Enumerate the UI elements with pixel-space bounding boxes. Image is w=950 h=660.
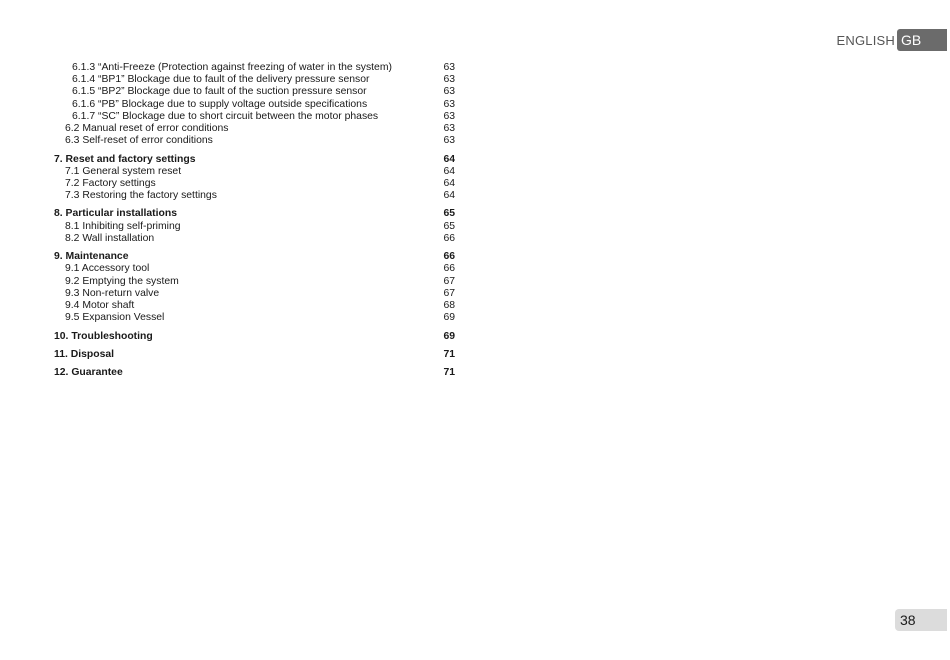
toc-chapter-entry[interactable]	[0, 367, 460, 379]
toc-section-entry[interactable]	[0, 123, 460, 135]
toc-entry-page: 66	[443, 263, 455, 275]
toc-entry-page: 64	[443, 153, 455, 165]
toc-chapter-entry[interactable]	[0, 208, 460, 220]
toc-entry-title: 12. Guarantee	[54, 367, 123, 379]
toc-entry-title: 7. Reset and factory settings	[54, 153, 196, 165]
language-indicator	[837, 29, 947, 51]
language-label: ENGLISH	[836, 33, 895, 48]
toc-entry-page: 66	[443, 232, 455, 244]
toc-entry-title: 9.5 Expansion Vessel	[65, 312, 165, 324]
toc-entry-page: 63	[443, 62, 455, 73]
language-code-tab: GB	[897, 29, 947, 51]
toc-entry-title: 11. Disposal	[54, 348, 115, 360]
table-of-contents	[0, 62, 460, 379]
toc-section-entry[interactable]	[0, 288, 460, 300]
toc-section-entry[interactable]	[0, 86, 460, 98]
toc-entry-title: 9.4 Motor shaft	[65, 299, 135, 311]
toc-entry-page: 67	[443, 275, 455, 287]
toc-entry-page: 63	[443, 110, 455, 122]
toc-entry-page: 67	[443, 287, 455, 299]
toc-entry-title: 6.3 Self-reset of error conditions	[65, 135, 213, 147]
toc-entry-page: 69	[443, 330, 455, 342]
toc-section-entry[interactable]	[0, 276, 460, 288]
toc-section-entry[interactable]	[0, 135, 460, 147]
toc-entry-title: 6.1.6 “PB” Blockage due to supply voltage outside specifications	[72, 98, 368, 110]
toc-section-entry[interactable]	[0, 263, 460, 275]
toc-section-entry[interactable]	[0, 300, 460, 312]
toc-entry-title: 8. Particular installations	[54, 208, 177, 220]
toc-entry-page: 71	[443, 348, 455, 360]
toc-entry-page: 71	[443, 367, 455, 379]
toc-entry-title: 9.1 Accessory tool	[65, 263, 150, 275]
toc-section-entry[interactable]	[0, 221, 460, 233]
toc-chapter-entry[interactable]	[0, 331, 460, 343]
toc-entry-title: 9.2 Emptying the system	[65, 275, 179, 287]
toc-section-entry[interactable]	[0, 74, 460, 86]
toc-entry-title: 7.2 Factory settings	[65, 177, 156, 189]
toc-section-entry[interactable]	[0, 178, 460, 190]
toc-entry-page: 65	[443, 220, 455, 232]
toc-entry-page: 63	[443, 74, 455, 86]
toc-entry-page: 65	[443, 208, 455, 220]
toc-entry-title: 7.1 General system reset	[65, 165, 182, 177]
toc-entry-page: 64	[443, 190, 455, 202]
toc-entry-page: 63	[443, 135, 455, 147]
toc-section-entry[interactable]	[0, 111, 460, 123]
toc-section-entry[interactable]	[0, 312, 460, 324]
toc-entry-page: 63	[443, 98, 455, 110]
toc-entry-page: 69	[443, 312, 455, 324]
toc-entry-title: 6.1.3 “Anti-Freeze (Protection against freezing of water in the system)	[72, 62, 392, 73]
toc-entry-page: 64	[443, 177, 455, 189]
toc-section-entry[interactable]	[0, 62, 460, 74]
toc-section-entry[interactable]	[0, 190, 460, 202]
toc-section-entry[interactable]	[0, 166, 460, 178]
toc-entry-page: 64	[443, 165, 455, 177]
toc-entry-title: 6.2 Manual reset of error conditions	[65, 122, 229, 134]
toc-entry-title: 6.1.5 “BP2” Blockage due to fault of the suction pressure sensor	[72, 86, 367, 98]
toc-chapter-entry[interactable]	[0, 349, 460, 361]
toc-chapter-entry[interactable]	[0, 154, 460, 166]
toc-entry-title: 6.1.4 “BP1” Blockage due to fault of the delivery pressure sensor	[72, 74, 370, 86]
toc-section-entry[interactable]	[0, 233, 460, 245]
toc-entry-page: 63	[443, 122, 455, 134]
toc-entry-page: 66	[443, 251, 455, 263]
toc-entry-title: 10. Troubleshooting	[54, 330, 153, 342]
toc-entry-title: 9.3 Non-return valve	[65, 287, 160, 299]
toc-entry-page: 63	[443, 86, 455, 98]
toc-entry-title: 7.3 Restoring the factory settings	[65, 190, 217, 202]
toc-chapter-entry[interactable]	[0, 251, 460, 263]
toc-entry-page: 68	[443, 299, 455, 311]
page-number: 38	[895, 609, 947, 631]
toc-entry-title: 8.2 Wall installation	[65, 232, 155, 244]
toc-section-entry[interactable]	[0, 99, 460, 111]
toc-entry-title: 8.1 Inhibiting self-priming	[65, 220, 181, 232]
toc-entry-title: 9. Maintenance	[54, 251, 129, 263]
toc-entry-title: 6.1.7 “SC” Blockage due to short circuit between the motor phases	[72, 110, 379, 122]
